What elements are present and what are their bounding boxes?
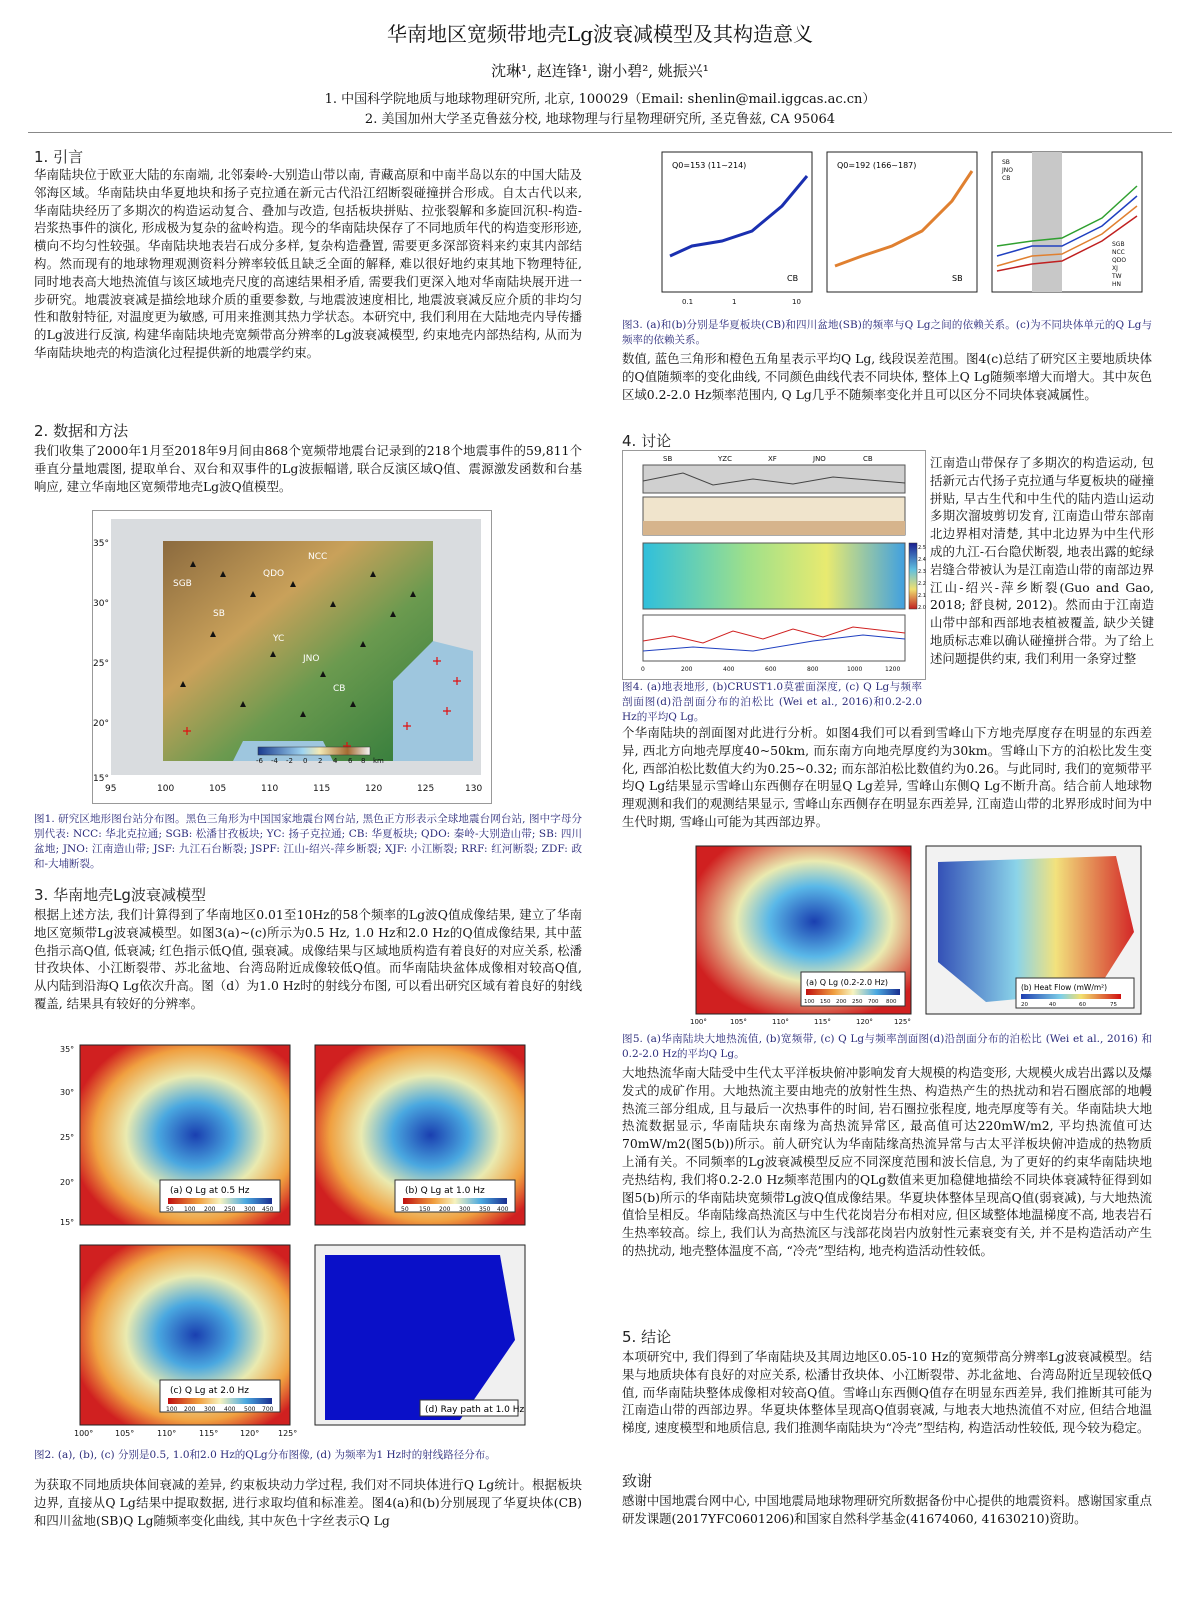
fig5-x-ticks xyxy=(690,1018,911,1026)
svg-text:115: 115 xyxy=(313,784,331,794)
figure-5-panel-a xyxy=(696,846,911,1014)
model-text: 根据上述方法, 我们计算得到了华南地区0.01至10Hz的58个频率的Lg波Q值成像结果, 建立了华南地区宽频带Lg波衰减模型。如图3(a)~(c)所示为0.5 Hz, 1.0 Hz和2.0 Hz的Q值成像结果, 其中蓝色指示高Q值, 低衰减; 红色指示低Q值, 强衰减。成像结果与区域地质构造有着良好的对应关系, 松潘甘孜块体、小江断裂带、苏北盆地、台湾岛附近成像较低Q值。而华南陆块盆体成像相对较高Q值, 从内陆到沿海Q Lg依次升高。图（d）为1.0 Hz时的射线分布图, 可以看出研究区域有着良好的射线覆盖, 结果具有较好的分辨率。 xyxy=(34,907,582,1011)
svg-text:150: 150 xyxy=(419,1206,431,1213)
svg-text:105°: 105° xyxy=(115,1429,135,1438)
svg-text:120°: 120° xyxy=(240,1429,260,1438)
svg-text:2.3: 2.3 xyxy=(918,569,926,575)
svg-text:800: 800 xyxy=(807,666,819,673)
discussion-side-text: 江南造山带保存了多期次的构造运动, 包括新元古代扬子克拉通与华夏板块的碰撞拼贴, 早古生代和中生代的陆内造山运动多期次溜坡剪切发育, 江南造山带东部南北边界相对清楚, 其中北边界为中生代形成的九江-石台隐伏断裂, 地表出露的蛇绿岩缝合带被认为是江南造山带的南部边界江山-绍兴-萍乡断裂(Guo and Gao, 2018; 舒良树, 2012)。然而由于江南造山带中部和西部地表植被覆盖, 缺少关键地质标志难以确认碰撞拼合带。为了给上述问题提供约束, 我们利用一条穿过整 xyxy=(930,455,1154,666)
data-text: 我们收集了2000年1月至2018年9月间由868个宽频带地震台记录到的218个地震事件的59,811个垂直分量地震图, 提取单台、双台和双事件的Lg波振幅谱, 联合反演区域Q值、震源激发函数和台基响应, 建立华南地区宽频带地壳Lg波Q值模型。 xyxy=(34,443,582,494)
svg-text:700: 700 xyxy=(262,1406,274,1413)
figure-1-map xyxy=(92,510,492,804)
svg-text:600: 600 xyxy=(765,666,777,673)
svg-text:30°: 30° xyxy=(93,599,109,609)
fig1-colorbar-ticks xyxy=(256,757,384,765)
svg-text:2: 2 xyxy=(318,757,323,765)
fig1-label-jno: JNO xyxy=(303,654,320,664)
svg-text:6: 6 xyxy=(348,757,353,765)
svg-text:Q0=153 (11~214): Q0=153 (11~214) xyxy=(672,161,747,170)
svg-text:200: 200 xyxy=(184,1406,196,1413)
svg-text:30°: 30° xyxy=(60,1088,75,1097)
svg-text:-4: -4 xyxy=(271,757,278,765)
header-divider xyxy=(28,132,1172,133)
svg-text:2.2: 2.2 xyxy=(918,581,926,587)
svg-text:400: 400 xyxy=(224,1406,236,1413)
figure-2-panel-b xyxy=(315,1045,525,1225)
svg-text:75: 75 xyxy=(1110,1002,1117,1008)
svg-text:15°: 15° xyxy=(93,774,109,784)
svg-text:300: 300 xyxy=(459,1206,471,1213)
svg-text:100: 100 xyxy=(184,1206,196,1213)
svg-text:25°: 25° xyxy=(93,659,109,669)
svg-text:(c) Q Lg at 2.0 Hz: (c) Q Lg at 2.0 Hz xyxy=(170,1386,249,1396)
svg-text:105: 105 xyxy=(209,784,227,794)
figure-2-panel-d xyxy=(315,1245,525,1425)
figure-3-text: 数值, 蓝色三角形和橙色五角星表示平均Q Lg, 线段误差范围。图4(c)总结了研究区主要地质块体的Q值随频率的变化曲线, 不同颜色曲线代表不同块体, 整体上Q Lg随频率增大而增大。其中灰色区域0.2-2.0 Hz频率范围内, Q Lg几乎不随频率变化并且可以区分不同块体衰减属性。 xyxy=(622,351,1152,402)
svg-text:700: 700 xyxy=(868,999,879,1005)
svg-text:(b) Heat Flow (mW/m²): (b) Heat Flow (mW/m²) xyxy=(1021,983,1108,992)
svg-text:YZC: YZC xyxy=(718,455,732,463)
svg-text:450: 450 xyxy=(262,1206,274,1213)
fig3-x-ticks xyxy=(682,298,801,306)
svg-text:50: 50 xyxy=(401,1206,409,1213)
affiliation-2: 2. 美国加州大学圣克鲁兹分校, 地球物理与行星物理研究所, 圣克鲁兹, CA 95064 xyxy=(364,112,836,127)
figure-4-profile xyxy=(622,450,926,680)
svg-text:25°: 25° xyxy=(60,1133,75,1142)
svg-text:200: 200 xyxy=(836,999,847,1005)
svg-text:0.1: 0.1 xyxy=(682,298,694,306)
svg-text:CB: CB xyxy=(863,455,873,463)
fig1-label-qdo: QDO xyxy=(263,569,285,579)
ack-text: 感谢中国地震台网中心, 中国地震局地球物理研究所数据备份中心提供的地震资料。感谢国家重点研发课题(2017YFC0601206)和国家自然科学基金(41674060, 41630210)资助。 xyxy=(622,1493,1152,1526)
svg-text:(b) Q Lg at 1.0 Hz: (b) Q Lg at 1.0 Hz xyxy=(405,1186,485,1196)
fig1-label-sgb: SGB xyxy=(173,579,192,589)
svg-text:250: 250 xyxy=(852,999,863,1005)
svg-text:1200: 1200 xyxy=(885,666,901,673)
svg-text:CB: CB xyxy=(1002,175,1011,182)
svg-text:NCC: NCC xyxy=(1112,249,1125,256)
svg-text:km: km xyxy=(373,757,384,765)
svg-text:100: 100 xyxy=(804,999,815,1005)
fig2-x-ticks xyxy=(74,1429,297,1438)
svg-text:400: 400 xyxy=(723,666,735,673)
author-list: 沈琳¹, 赵连锋¹, 谢小碧², 姚振兴¹ xyxy=(491,62,709,80)
fig4-bottom-ticks xyxy=(641,666,900,673)
figure-1-caption: 图1. 研究区地形图台站分布图。黑色三角形为中国国家地震台网台站, 黑色正方形表示全球地震台网台站, 图中字母分别代表: NCC: 华北克拉通; SGB: 松潘甘孜板块; YC: 扬子克拉通; CB: 华夏板块; QDO: 秦岭-大别造山带; SB: 四川盆地; JNO: 江南造山带; JSF: 九江石台断裂; JSPF: 江山-绍兴-萍乡断裂; XJF: 小江断裂; RRF: 红河断裂; ZDF: 政和-大埔断裂。 xyxy=(34,813,582,870)
conclusion-heading: 5. 结论 xyxy=(622,1328,672,1346)
svg-text:200: 200 xyxy=(681,666,693,673)
svg-text:95: 95 xyxy=(105,784,117,794)
ack-heading: 致谢 xyxy=(622,1472,653,1490)
svg-text:TW: TW xyxy=(1112,273,1122,280)
svg-text:1000: 1000 xyxy=(847,666,863,673)
svg-text:350: 350 xyxy=(479,1206,491,1213)
svg-text:400: 400 xyxy=(497,1206,509,1213)
svg-text:2.1: 2.1 xyxy=(918,593,926,599)
svg-text:20°: 20° xyxy=(60,1178,75,1187)
figure-5-caption: 图5. (a)华南陆块大地热流值, (b)宽频带, (c) Q Lg与频率剖面图(d)沿剖面分布的泊松比 (Wei et al., 2016) 和0.2-2.0 Hz的平均Q Lg。 xyxy=(622,1033,1152,1060)
svg-text:60: 60 xyxy=(1079,1002,1086,1008)
svg-text:-2: -2 xyxy=(286,757,293,765)
discussion-heading: 4. 讨论 xyxy=(622,432,672,450)
figure-3-caption: 图3. (a)和(b)分别是华夏板块(CB)和四川盆地(SB)的频率与Q Lg之间的依赖关系。(c)为不同块体单元的Q Lg与频率的依赖关系。 xyxy=(622,319,1152,346)
svg-text:(a) Q Lg at 0.5 Hz: (a) Q Lg at 0.5 Hz xyxy=(170,1186,250,1196)
svg-text:20: 20 xyxy=(1021,1002,1028,1008)
fig4-top-labels xyxy=(663,455,873,463)
svg-text:115°: 115° xyxy=(814,1018,831,1026)
discussion-text: 个华南陆块的剖面图对此进行分析。如图4我们可以看到雪峰山下方地壳厚度存在明显的东西差异, 西北方向地壳厚度40~50km, 而东南方向地壳厚度约为30km。雪峰山下方的泊松比发生变化, 西部泊松比数值大约为0.25~0.32; 而东部泊松比数值约为0.26。与此同时, 我们的宽频带平均Q Lg结果显示雪峰山东西侧存在明显Q Lg差异, 雪峰山东侧Q Lg不断升高。结合前人地球物理观测和我们的观测结果显示, 雪峰山东西侧存在明显东西差异, 江南造山带的北界形成时间为中生代时期, 雪峰山可能为其西部边界。 xyxy=(622,725,1152,829)
figure-3-panel-c xyxy=(992,152,1142,292)
svg-text:8: 8 xyxy=(361,757,366,765)
svg-text:0: 0 xyxy=(641,666,645,673)
svg-text:40: 40 xyxy=(1049,1002,1056,1008)
svg-text:15°: 15° xyxy=(60,1218,75,1227)
svg-text:-6: -6 xyxy=(256,757,263,765)
svg-text:Q0=192 (166~187): Q0=192 (166~187) xyxy=(837,161,917,170)
svg-text:100: 100 xyxy=(166,1406,178,1413)
svg-text:(d) Ray path at 1.0 Hz: (d) Ray path at 1.0 Hz xyxy=(425,1405,525,1415)
fig1-label-cb: CB xyxy=(333,684,346,694)
poster-title: 华南地区宽频带地壳Lg波衰减模型及其构造意义 xyxy=(386,22,814,46)
svg-text:100°: 100° xyxy=(74,1429,94,1438)
fig1-label-ncc: NCC xyxy=(308,552,328,562)
fig1-colorbar xyxy=(258,747,370,755)
svg-text:SB: SB xyxy=(663,455,673,463)
svg-text:200: 200 xyxy=(204,1206,216,1213)
svg-text:CB: CB xyxy=(787,274,799,283)
figure-2-caption: 图2. (a), (b), (c) 分别是0.5, 1.0和2.0 Hz的QLg分布图像, (d) 为频率为1 Hz时的射线路径分布。 xyxy=(34,1449,496,1461)
svg-text:500: 500 xyxy=(244,1406,256,1413)
svg-text:110°: 110° xyxy=(772,1018,789,1026)
svg-text:110°: 110° xyxy=(157,1429,177,1438)
svg-text:QDO: QDO xyxy=(1112,257,1127,264)
svg-text:JNO: JNO xyxy=(1002,167,1013,174)
discussion-text-2: 大地热流华南大陆受中生代太平洋板块俯冲影响发育大规模的构造变形, 大规模火成岩出露以及爆发式的成矿作用。大地热流主要由地壳的放射性生热、构造热产生的热扰动和岩石圈底部的地幔热流三部分组成, 且与最后一次热事件的时间, 岩石圈拉张程度, 地壳厚度等有关。华南陆块大地热流数据显示, 华南陆块东南缘为高热流异常区, 最高值可达220mW/m2, 平均热流值可达70mW/m2(图5(b))所示。前人研究认为华南陆缘高热流异常与古太平洋板块俯冲造成的热物质上涌有关。不同频率的Lg波衰减模型反应不同深度范围和波长信息, 为了更好的约束华南陆块地壳热结构, 我们将0.2-2.0 Hz频率范围内的QLg数值来更加稳健地描绘不同块体衰减特征得到如图5(b)所示的华南陆块宽频带Lg波Q值成像结果。华夏块体整体呈现高Q值(弱衰减), 与大地热流值恰呈相反。华南陆缘高热流区与中生代花岗岩分布相对应, 但区域整体地温梯度不高, 地表岩石生热率较高。综上, 我们认为高热流区与浅部花岗岩内放射性元素衰变有关, 并不是构造活动产生的热扰动, 地壳整体温度不高, “冷壳”型结构, 地壳构造活动性较低。 xyxy=(622,1065,1152,1258)
intro-heading: 1. 引言 xyxy=(34,148,84,166)
svg-text:SB: SB xyxy=(952,274,963,283)
svg-text:115°: 115° xyxy=(199,1429,219,1438)
svg-text:105°: 105° xyxy=(730,1018,747,1026)
figure-2-panel-c xyxy=(80,1245,290,1425)
figure-5-panel-b xyxy=(926,846,1141,1014)
conclusion-text: 本项研究中, 我们得到了华南陆块及其周边地区0.05-10 Hz的宽频带高分辨率Lg波衰减模型。结果与地质块体有良好的对应关系, 松潘甘孜块体、小江断裂带、苏北盆地、台湾岛附近呈现较低Q值, 而华南陆块整体成像相对较高Q值。雪峰山东西侧Q值存在明显东西差异, 我们推断其可能为江南造山带的西部边界。华夏块体整体呈现高Q值弱衰减, 与地表大地热流值不对应, 但结合地温梯度, 速度模型和地质信息, 我们推测华南陆块为“冷壳”型结构, 构造活动性较低, 现今较为稳定。 xyxy=(622,1349,1152,1436)
fig4-colorbar-ticks xyxy=(918,545,926,611)
svg-text:35°: 35° xyxy=(60,1045,75,1054)
svg-text:120: 120 xyxy=(365,784,383,794)
svg-text:300: 300 xyxy=(244,1206,256,1213)
svg-text:2.4: 2.4 xyxy=(918,557,926,563)
affiliation-1: 1. 中国科学院地质与地球物理研究所, 北京, 100029（Email: shenlin@mail.iggcas.ac.cn） xyxy=(324,92,876,107)
svg-text:125°: 125° xyxy=(894,1018,911,1026)
svg-text:300: 300 xyxy=(204,1406,216,1413)
svg-text:250: 250 xyxy=(224,1206,236,1213)
svg-text:35°: 35° xyxy=(93,539,109,549)
svg-text:2.5: 2.5 xyxy=(918,545,926,551)
figure-4-caption: 图4. (a)地表地形, (b)CRUST1.0莫霍面深度, (c) Q Lg与频率剖面图(d)沿剖面分布的泊松比 (Wei et al., 2016)和0.2-2.0 Hz的平均Q Lg。 xyxy=(622,681,922,723)
fig1-y-ticks xyxy=(93,539,109,784)
model-heading: 3. 华南地壳Lg波衰减模型 xyxy=(34,886,206,904)
figure-2-grid xyxy=(60,1040,530,1440)
svg-text:120°: 120° xyxy=(856,1018,873,1026)
figure-3-plots xyxy=(622,146,1162,312)
svg-text:125: 125 xyxy=(417,784,435,794)
fig1-label-sb: SB xyxy=(213,609,225,619)
svg-text:XJ: XJ xyxy=(1112,265,1118,272)
fig1-x-ticks xyxy=(105,784,482,794)
figure-3-panel-a xyxy=(662,152,812,292)
svg-text:10: 10 xyxy=(792,298,801,306)
svg-text:SB: SB xyxy=(1002,159,1010,166)
svg-text:0: 0 xyxy=(303,757,308,765)
svg-text:100°: 100° xyxy=(690,1018,707,1026)
svg-text:125°: 125° xyxy=(278,1429,298,1438)
svg-text:1: 1 xyxy=(732,298,737,306)
svg-text:50: 50 xyxy=(166,1206,174,1213)
svg-text:130: 130 xyxy=(465,784,483,794)
svg-text:150: 150 xyxy=(820,999,831,1005)
svg-text:JNO: JNO xyxy=(813,455,826,463)
svg-text:110: 110 xyxy=(261,784,279,794)
svg-text:(a) Q Lg (0.2-2.0 Hz): (a) Q Lg (0.2-2.0 Hz) xyxy=(806,978,888,987)
svg-text:20°: 20° xyxy=(93,719,109,729)
svg-text:800: 800 xyxy=(886,999,897,1005)
figure-3-panel-b xyxy=(827,152,977,292)
svg-text:2.0: 2.0 xyxy=(918,605,926,611)
fig1-label-yc: YC xyxy=(273,634,285,644)
svg-text:100: 100 xyxy=(157,784,175,794)
figure-2-panel-a xyxy=(80,1045,290,1225)
intro-text: 华南陆块位于欧亚大陆的东南端, 北邻秦岭-大别造山带以南, 青藏高原和中南半岛以东的中国大陆及邻海区域。华南陆块由华夏地块和扬子克拉通在新元古代沿江绍断裂碰撞拼合形成。自太古代以来, 华南陆块经历了多期次的构造运动复合、叠加与改造, 包括板块拼贴、拉张裂解和多旋回沉积-构造-岩浆热事件的演化, 形成极为复杂的盆岭构造。现今的华南陆块保存了不同地质年代的构造变形形迹, 横向不均匀性较强。华南陆块地表岩石成分多样, 复杂构造叠置, 需要更多深部资料来约束其内部结构。然而现有的地球物理观测资料分辨率较低且缺乏全面的解释, 难以很好地约束其地下物理特征, 同时地表高大地热流值与该区域地壳尺度的高速结果相矛盾, 需要我们更深入地对华南陆块展开进一步研究。地震波衰减是描绘地球介质的重要参数, 与地震波速度相比, 地震波衰减反应介质的非均匀性和散射特征, 对温度更为敏感, 可用来推测其热力学状态。本研究中, 我们利用在大陆地壳内导传播的Lg波进行反演, 构建华南陆块地壳宽频带高分辨率的Lg波衰减模型, 约束地壳内部热结构, 从而为华南陆块地壳的构造演化过程提供新的地震学约束。 xyxy=(34,167,582,360)
svg-text:XF: XF xyxy=(768,455,777,463)
model-text-2: 为获取不同地质块体间衰减的差异, 约束板块动力学过程, 我们对不同块体进行Q Lg统计。根据板块边界, 直接从Q Lg结果中提取数据, 进行求取均值和标准差。图4(a)和(b)分别展现了华夏块体(CB)和四川盆地(SB)Q Lg随频率变化曲线, 其中灰色十字丝表示Q Lg xyxy=(34,1477,582,1528)
svg-text:SGB: SGB xyxy=(1112,241,1125,248)
svg-text:200: 200 xyxy=(439,1206,451,1213)
fig2-y-ticks xyxy=(60,1045,74,1227)
figure-5-maps xyxy=(686,842,1146,1028)
svg-text:HN: HN xyxy=(1112,281,1121,288)
data-heading: 2. 数据和方法 xyxy=(34,422,129,440)
svg-text:4: 4 xyxy=(333,757,338,765)
